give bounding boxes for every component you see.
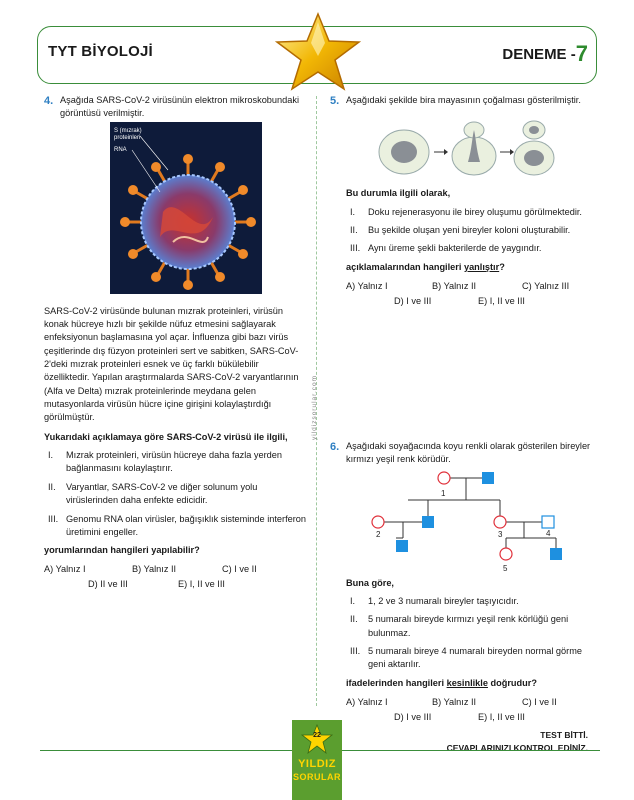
choice-c[interactable]: C) I ve II: [522, 697, 557, 708]
choice-a[interactable]: A) Yalnız I: [346, 697, 388, 708]
label-3: 3: [498, 530, 503, 539]
label-5: 5: [503, 564, 508, 573]
yeast-cell-2: [452, 122, 496, 175]
exam-title: [502, 38, 588, 70]
individual-2-female: [372, 516, 384, 528]
affected-male: [550, 548, 562, 560]
individual-3-female: [494, 516, 506, 528]
spike-protein-label: S (mızrak) proteinleri: [114, 128, 142, 142]
question-4-item-1: I. Mızrak proteinleri, virüsün hücreye daha fazla yerden bağlanmasını kolaylaştırır.: [48, 450, 283, 474]
test-end-note: [447, 729, 588, 755]
affected-male: [396, 540, 408, 552]
virus-illustration: [110, 122, 262, 294]
exam-number: 7: [575, 41, 588, 66]
choice-a[interactable]: A) Yalnız I: [44, 563, 86, 574]
test-end-line-1: TEST BİTTİ.: [540, 730, 588, 740]
question-4-item-2: II. Varyantlar, SARS-CoV-2 ve diğer solunum yolu virüslerinden daha enfekte edicidir.: [48, 481, 258, 506]
question-4-question: yorumlarından hangileri yapılabilir?: [44, 545, 200, 556]
logo-text-2: SORULAR: [293, 772, 341, 782]
question-5-lead: Bu durumla ilgili olarak,: [346, 188, 451, 199]
question-5-number: 5.: [330, 95, 340, 107]
label-1: 1: [441, 489, 446, 498]
choice-d[interactable]: D) I ve III: [394, 712, 432, 723]
publisher-logo: [292, 720, 342, 800]
question-5-item-2: II. Bu şekilde oluşan yeni bireyler koloni oluşturabilir.: [350, 225, 571, 236]
question-6-question: ifadelerinden hangileri kesinlikle doğrudur?: [346, 677, 537, 688]
pedigree-chart: [368, 470, 568, 575]
arrow-icon: [434, 149, 448, 155]
virus-micrograph: [110, 122, 262, 294]
affected-male: [422, 516, 434, 528]
choice-b[interactable]: B) Yalnız II: [432, 281, 477, 292]
question-5-stem: Aşağıdaki şekilde bira mayasının çoğalması gösterilmiştir.: [346, 95, 581, 105]
choice-a[interactable]: A) Yalnız I: [346, 281, 388, 292]
choice-c[interactable]: C) I ve II: [222, 563, 257, 574]
question-6-lead: Buna göre,: [346, 577, 394, 588]
yeast-cell-3: [514, 121, 554, 175]
choice-b[interactable]: B) Yalnız II: [132, 563, 177, 574]
choice-e[interactable]: E) I, II ve III: [178, 578, 225, 589]
yeast-cell-1: [379, 130, 429, 174]
individual-1-female: [438, 472, 450, 484]
side-website-text: yildizsorular.com: [311, 374, 318, 440]
choice-d[interactable]: D) I ve III: [394, 296, 432, 307]
question-4-paragraph: SARS-CoV-2 virüsünde bulunan mızrak proteinleri, virüsün konak hücreye hızlı bir şekilde nüfuz etmesini sağlayarak enfeksiyonun başlamasına yol açar. İnfluenza gibi bazı virüs çeşitlerinde dış füzyon proteinleri sert ve sabitken, SARS-CoV-2'deki mızrak proteinleri esnek ve üç farklı bükülebilir özelliktedir. Yapılan araştırmalarda SARS-CoV-2 varyantlarının (Alfa ve Delta) mızrak proteinlerinde meydana gelen mutasyonlarda virüsün hücre içine girişini kolaylaştırdığı görülmüştür.: [44, 305, 299, 423]
arrow-icon: [500, 149, 514, 155]
subject-title: TYT BİYOLOJİ: [48, 43, 153, 60]
question-6-item-3: III. 5 numaralı bireye 4 numaralı bireyden normal görme geni aktarılır.: [350, 646, 582, 670]
question-5-choices: [346, 280, 600, 316]
question-4-number: 4.: [44, 95, 54, 107]
logo-text-1: YILDIZ: [298, 758, 336, 770]
question-4-lead: Yukarıdaki açıklamaya göre SARS-CoV-2 virüsü ile ilgili,: [44, 431, 288, 442]
choice-b[interactable]: B) Yalnız II: [432, 697, 477, 708]
choice-d[interactable]: D) II ve III: [88, 578, 128, 589]
question-5-item-3: III. Aynı üreme şekli bakterilerde de yaygındır.: [350, 243, 542, 254]
question-5-item-1: I. Doku rejenerasyonu ile birey oluşumu görülmektedir.: [350, 206, 582, 217]
label-2: 2: [376, 530, 381, 539]
question-6-item-1: I. 1, 2 ve 3 numaralı bireyler taşıyıcıdır.: [350, 596, 519, 607]
test-end-line-2: CEVAPLARINIZI KONTROL EDİNİZ.: [446, 743, 588, 754]
label-4: 4: [546, 529, 551, 538]
choice-c[interactable]: C) Yalnız III: [522, 281, 570, 292]
rna-label: RNA: [114, 147, 127, 153]
question-6-item-2: II. 5 numaralı bireyde kırmızı yeşil renk körlüğü geni bulunmaz.: [350, 614, 569, 638]
header-star-icon: [268, 12, 368, 92]
affected-male: [482, 472, 494, 484]
question-6-stem: Aşağıdaki soyağacında koyu renkli olarak gösterilen bireyler kırmızı yeşil renk körüdür.: [346, 441, 591, 465]
choice-e[interactable]: E) I, II ve III: [478, 712, 525, 723]
yeast-budding-diagram: [376, 118, 556, 178]
individual-4-male: [542, 516, 554, 528]
individual-5-female: [500, 548, 512, 560]
exam-dash: -: [566, 46, 576, 63]
question-4-item-3: III. Genomu RNA olan virüsler, bağışıklık sisteminde interferon üretimini engeller.: [48, 513, 307, 537]
question-6-number: 6.: [330, 441, 340, 453]
exam-label: DENEME: [502, 46, 567, 63]
question-4-stem: Aşağıda SARS-CoV-2 virüsünün elektron mikroskobundaki görüntüsü verilmiştir.: [60, 95, 299, 119]
question-6-choices: [346, 696, 600, 732]
logo-number: 22: [313, 732, 321, 739]
question-4-choices: [44, 563, 306, 599]
choice-e[interactable]: E) I, II ve III: [478, 296, 525, 307]
question-5-question: açıklamalarından hangileri yanlıştır?: [346, 261, 505, 272]
